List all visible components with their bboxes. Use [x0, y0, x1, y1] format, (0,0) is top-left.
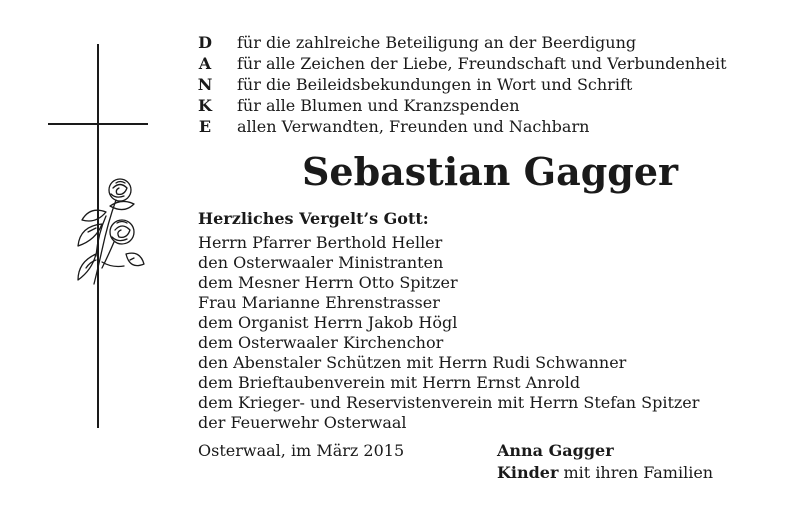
danke-letter: N	[197, 75, 213, 94]
list-item: der Feuerwehr Osterwaal	[198, 413, 407, 432]
list-item: dem Mesner Herrn Otto Spitzer	[198, 273, 458, 292]
danke-letter: D	[198, 33, 212, 52]
list-item: dem Brieftaubenverein mit Herrn Ernst Anrold	[198, 373, 581, 392]
danke-line: allen Verwandten, Freunden und Nachbarn	[237, 117, 590, 136]
place-date: Osterwaal, im März 2015	[198, 441, 405, 460]
danke-line: für alle Blumen und Kranzspenden	[237, 96, 520, 115]
signer-name: Anna Gagger	[497, 441, 614, 460]
signers	[497, 440, 713, 484]
list-item: Frau Marianne Ehrenstrasser	[198, 293, 440, 312]
danke-letter: A	[198, 54, 212, 73]
danke-acrostic	[196, 32, 214, 137]
danke-line: für die zahlreiche Beteiligung an der Beerdigung	[237, 33, 637, 52]
list-item: dem Osterwaaler Kirchenchor	[198, 333, 444, 352]
signer-children: Kinder	[497, 463, 559, 482]
list-item: dem Krieger- und Reservistenverein mit Herrn Stefan Spitzer	[198, 393, 700, 412]
list-item: den Abenstaler Schützen mit Herrn Rudi Schwanner	[198, 353, 627, 372]
list-item: Herrn Pfarrer Berthold Heller	[198, 233, 443, 252]
danke-line: für die Beileidsbekundungen in Wort und Schrift	[237, 75, 633, 94]
thanks-heading: Herzliches Vergelt’s Gott:	[198, 209, 429, 228]
danke-letter: E	[198, 117, 212, 136]
list-item: dem Organist Herrn Jakob Högl	[198, 313, 458, 332]
cross-icon-horizontal	[48, 123, 148, 125]
list-item: den Osterwaaler Ministranten	[198, 253, 444, 272]
deceased-name: Sebastian Gagger	[301, 149, 679, 194]
danke-line: für alle Zeichen der Liebe, Freundschaft und Verbundenheit	[237, 54, 727, 73]
thanks-list	[198, 233, 699, 433]
danke-letter: K	[198, 96, 212, 115]
signer-families: mit ihren Familien	[558, 463, 714, 482]
danke-lines	[237, 32, 727, 137]
signer-family	[497, 462, 713, 484]
